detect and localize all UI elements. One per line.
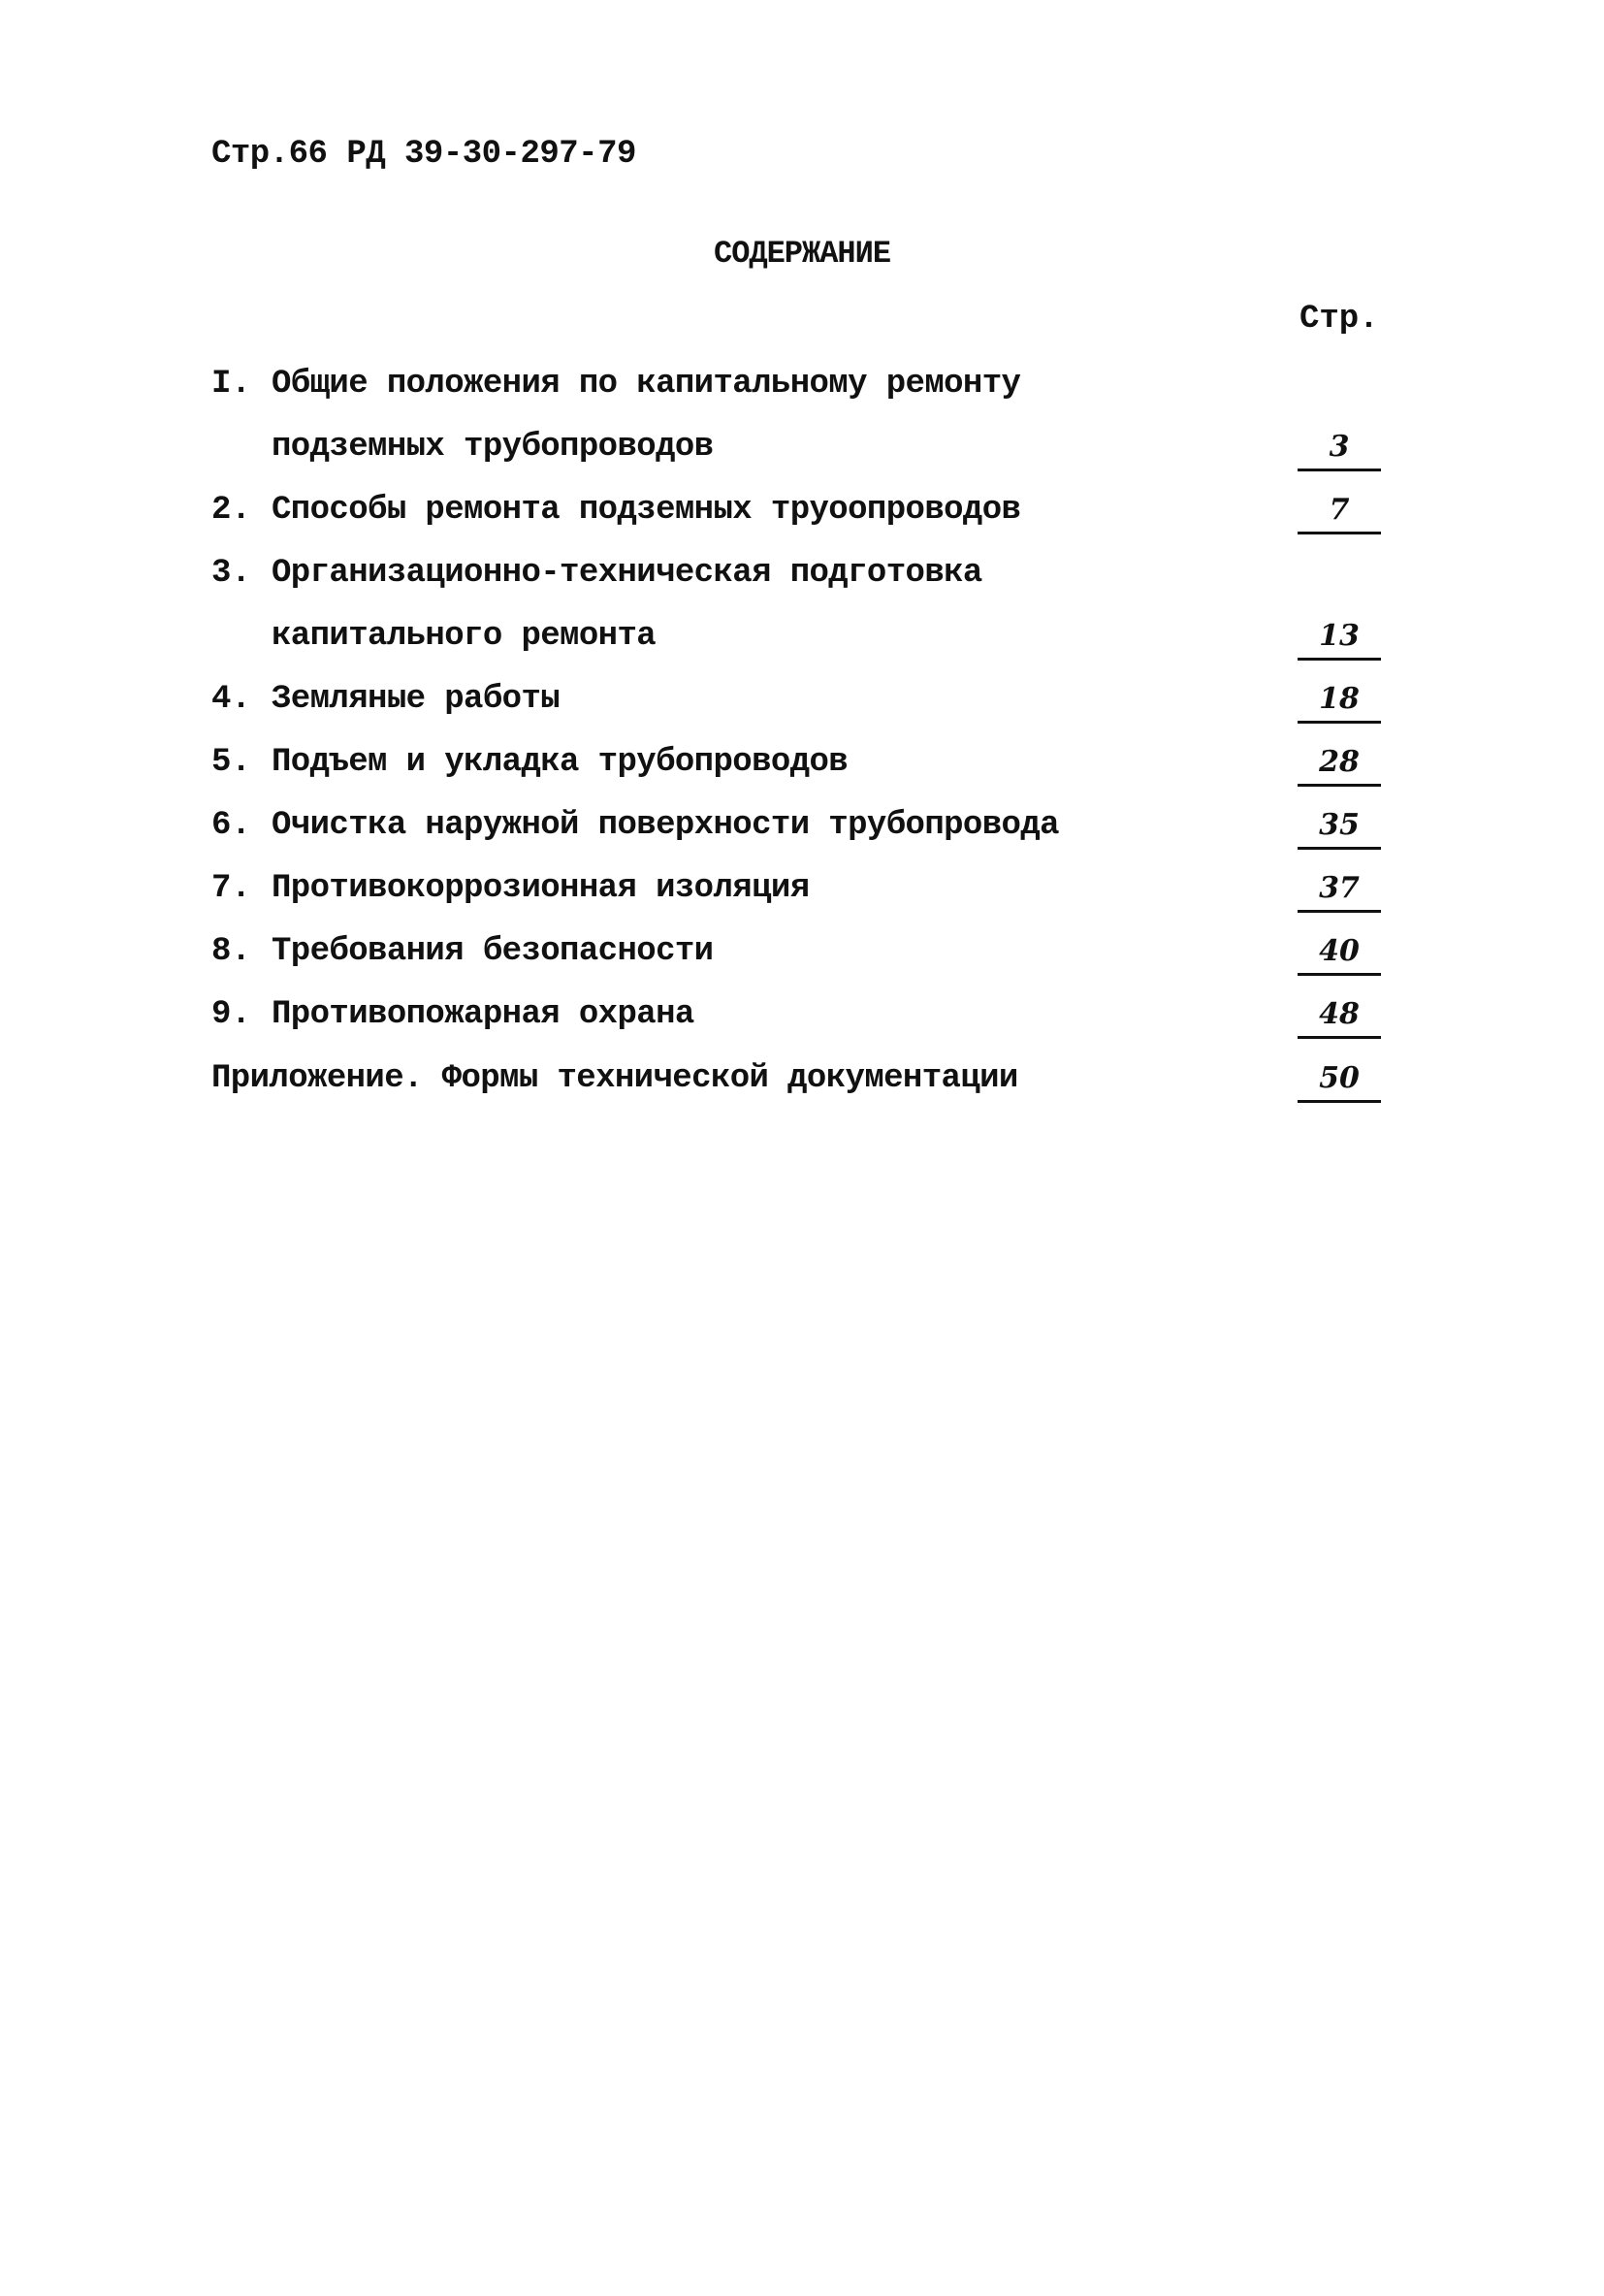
toc-item-2 bbox=[0, 481, 1604, 539]
toc-item-number: 7. bbox=[211, 870, 251, 907]
toc-item-text: подземных трубопроводов bbox=[272, 429, 714, 466]
toc-item-text: Требования безопасности bbox=[272, 933, 714, 970]
toc-appendix bbox=[0, 1050, 1604, 1108]
document-title: СОДЕРЖАНИЕ bbox=[713, 236, 891, 272]
toc-item-page: 35 bbox=[1298, 804, 1381, 850]
toc-item-8 bbox=[0, 922, 1604, 981]
toc-item-number: 5. bbox=[211, 744, 251, 781]
toc-item-text: Противокоррозионная изоляция bbox=[272, 870, 810, 907]
toc-item-text: капитального ремонта bbox=[272, 618, 657, 655]
toc-item-7 bbox=[0, 859, 1604, 918]
toc-appendix-page: 50 bbox=[1298, 1057, 1381, 1103]
toc-item-page: 18 bbox=[1298, 678, 1381, 724]
toc-item-3-continued bbox=[0, 607, 1604, 665]
toc-item-5 bbox=[0, 733, 1604, 792]
toc-item-page: 13 bbox=[1298, 615, 1381, 661]
toc-item-9 bbox=[0, 986, 1604, 1044]
page-column-label: Стр. bbox=[1299, 301, 1379, 338]
toc-item-text: Общие положения по капитальному ремонту bbox=[272, 366, 1021, 403]
toc-item-text: Очистка наружной поверхности трубопровода bbox=[272, 807, 1059, 844]
toc-item-4 bbox=[0, 670, 1604, 728]
toc-item-number: 9. bbox=[211, 996, 251, 1033]
toc-item-page: 37 bbox=[1298, 867, 1381, 913]
toc-appendix-text: Приложение. Формы технической документации bbox=[211, 1060, 1018, 1097]
toc-item-3 bbox=[0, 544, 1604, 602]
toc-item-page: 7 bbox=[1298, 489, 1381, 534]
toc-item-page: 3 bbox=[1298, 426, 1381, 471]
toc-item-number: I. bbox=[211, 366, 251, 403]
toc-item-number: 3. bbox=[211, 555, 251, 592]
toc-item-number: 2. bbox=[211, 492, 251, 529]
toc-item-number: 6. bbox=[211, 807, 251, 844]
toc-item-1 bbox=[0, 355, 1604, 413]
toc-item-text: Подъем и укладка трубопроводов bbox=[272, 744, 849, 781]
toc-item-number: 4. bbox=[211, 681, 251, 718]
toc-item-page: 28 bbox=[1298, 741, 1381, 787]
toc-item-text: Противопожарная охрана bbox=[272, 996, 694, 1033]
toc-item-6 bbox=[0, 796, 1604, 855]
toc-item-text: Способы ремонта подземных труоопроводов bbox=[272, 492, 1021, 529]
toc-item-1-continued bbox=[0, 418, 1604, 476]
toc-item-number: 8. bbox=[211, 933, 251, 970]
toc-item-page: 40 bbox=[1298, 930, 1381, 976]
toc-item-text: Организационно-техническая подготовка bbox=[272, 555, 982, 592]
toc-item-page: 48 bbox=[1298, 993, 1381, 1039]
toc-item-text: Земляные работы bbox=[272, 681, 561, 718]
page-header: Стр.66 РД 39-30-297-79 bbox=[211, 136, 636, 173]
